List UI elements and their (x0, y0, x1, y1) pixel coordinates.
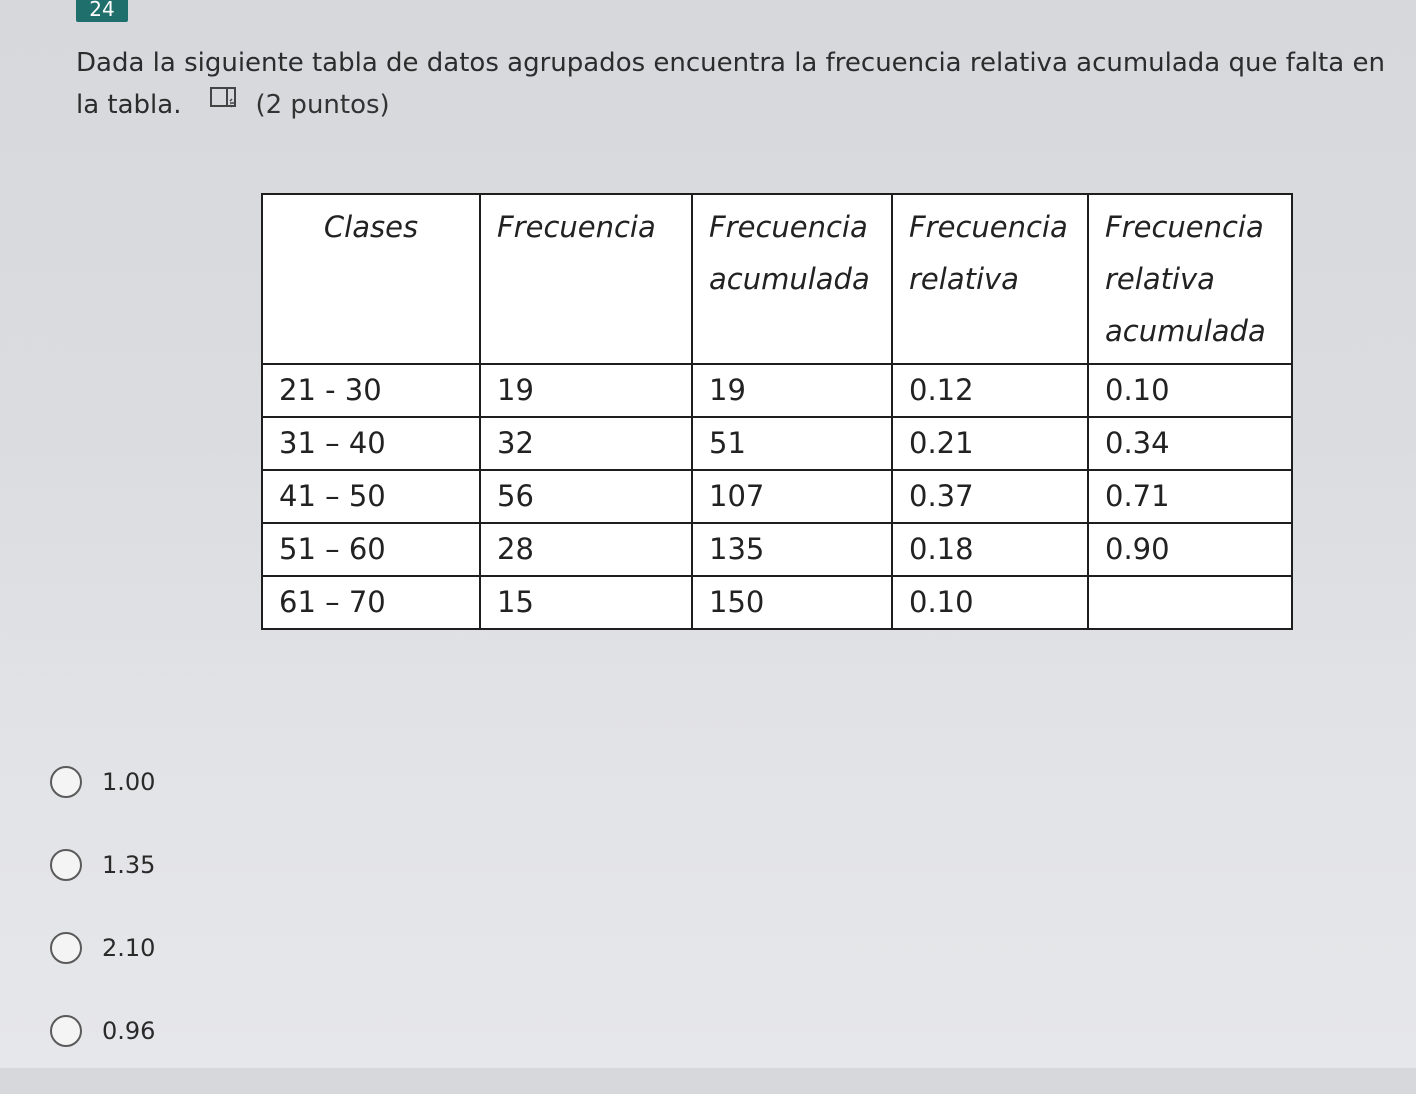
header-frecuencia-relativa (892, 194, 1088, 364)
table-cell: 0.34 (1088, 417, 1292, 470)
table-cell: 0.10 (892, 576, 1088, 629)
missing-value-cell (1088, 576, 1292, 629)
header-line: acumulada (709, 262, 870, 296)
answer-option[interactable] (50, 928, 155, 968)
header-frecuencia (480, 194, 692, 364)
table-cell: 32 (480, 417, 692, 470)
table-cell: 15 (480, 576, 692, 629)
header-line: Frecuencia (909, 210, 1068, 244)
question-prompt (76, 42, 1406, 127)
radio-button[interactable] (50, 1015, 82, 1047)
answer-option[interactable] (50, 845, 155, 885)
table-row (262, 417, 1292, 470)
table-cell: 19 (692, 364, 892, 417)
table-cell: 0.90 (1088, 523, 1292, 576)
header-line: Frecuencia (1105, 210, 1264, 244)
table-cell: 0.21 (892, 417, 1088, 470)
table-cell: 135 (692, 523, 892, 576)
table-cell: 107 (692, 470, 892, 523)
radio-button[interactable] (50, 766, 82, 798)
table-cell: 28 (480, 523, 692, 576)
option-label[interactable]: 1.00 (102, 768, 156, 796)
header-line: acumulada (1105, 314, 1266, 348)
frequency-table (261, 193, 1293, 630)
table-cell: 51 (692, 417, 892, 470)
answer-option[interactable] (50, 1011, 155, 1051)
table-cell: 0.37 (892, 470, 1088, 523)
radio-button[interactable] (50, 932, 82, 964)
table-cell: 31 – 40 (262, 417, 480, 470)
table-row (262, 470, 1292, 523)
table-cell: 0.12 (892, 364, 1088, 417)
points-label: (2 puntos) (255, 90, 390, 120)
table-cell: 41 – 50 (262, 470, 480, 523)
header-line: relativa (1105, 262, 1215, 296)
header-frecuencia-acumulada (692, 194, 892, 364)
table-row (262, 576, 1292, 629)
question-text: Dada la siguiente tabla de datos agrupados encuentra la frecuencia relativa acumulada que falta en la tabla. (76, 48, 1385, 120)
table-header-row (262, 194, 1292, 364)
frequency-table-image (261, 193, 1293, 630)
radio-button[interactable] (50, 849, 82, 881)
header-line: relativa (909, 262, 1019, 296)
answer-options (50, 762, 155, 1094)
header-line: Frecuencia (497, 210, 656, 244)
option-label[interactable]: 0.96 (102, 1017, 156, 1045)
table-cell: 61 – 70 (262, 576, 480, 629)
header-line: Clases (323, 210, 419, 244)
option-label[interactable]: 2.10 (102, 934, 156, 962)
table-cell: 150 (692, 576, 892, 629)
table-cell: 21 - 30 (262, 364, 480, 417)
table-cell: 19 (480, 364, 692, 417)
answer-option[interactable] (50, 762, 155, 802)
option-label[interactable]: 1.35 (102, 851, 156, 879)
question-number-badge: 24 (76, 0, 128, 22)
table-cell: 0.71 (1088, 470, 1292, 523)
table-cell: 0.10 (1088, 364, 1292, 417)
immersive-reader-icon[interactable] (209, 83, 239, 125)
table-cell: 51 – 60 (262, 523, 480, 576)
table-cell: 56 (480, 470, 692, 523)
table-cell: 0.18 (892, 523, 1088, 576)
header-frecuencia-relativa-acumulada (1088, 194, 1292, 364)
header-line: Frecuencia (709, 210, 868, 244)
header-clases (262, 194, 480, 364)
table-row (262, 523, 1292, 576)
table-row (262, 364, 1292, 417)
